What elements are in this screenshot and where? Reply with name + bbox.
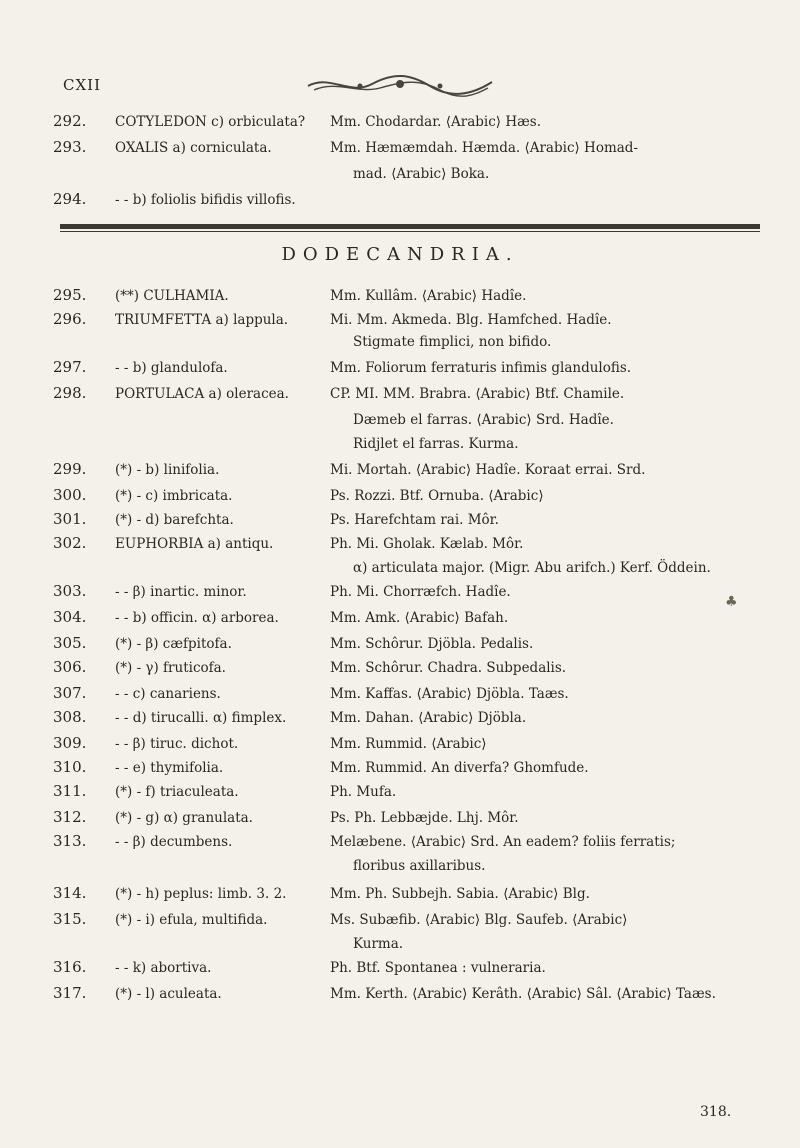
entry-name: - - β) tiruc. dichot. bbox=[115, 736, 239, 752]
section-title: DODECANDRIA. bbox=[281, 244, 519, 265]
catchword: 318. bbox=[700, 1104, 732, 1120]
entry-name: (**) CULHAMIA. bbox=[115, 288, 229, 304]
entry-number: 314. bbox=[53, 884, 87, 902]
entry-name: TRIUMFETTA a) lappula. bbox=[115, 312, 289, 328]
entry-number: 301. bbox=[53, 510, 87, 528]
entry-name: EUPHORBIA a) antiqu. bbox=[115, 536, 274, 552]
entry-number: 292. bbox=[53, 112, 87, 130]
entry-number: 309. bbox=[53, 734, 87, 752]
entry-text: Mi. Mortah. ⟨Arabic⟩ Hadîe. Koraat errai. Srd. bbox=[330, 462, 646, 478]
entry-text: mad. ⟨Arabic⟩ Boka. bbox=[353, 166, 490, 182]
entry-number: 313. bbox=[53, 832, 87, 850]
entry-name: OXALIS a) corniculata. bbox=[115, 140, 272, 156]
entry-number: 299. bbox=[53, 460, 87, 478]
entry-text: Ps. Harefchtam rai. Môr. bbox=[330, 512, 499, 528]
entry-name: (*) - b) linifolia. bbox=[115, 462, 220, 478]
entry-number: 307. bbox=[53, 684, 87, 702]
entry-text: Ps. Rozzi. Btf. Ornuba. ⟨Arabic⟩ bbox=[330, 488, 544, 504]
page-number: CXII bbox=[63, 76, 102, 94]
entry-text: Mm. Rummid. ⟨Arabic⟩ bbox=[330, 736, 487, 752]
entry-name: - - b) foliolis bifidis villofis. bbox=[115, 192, 296, 208]
entry-name: - - c) canariens. bbox=[115, 686, 221, 702]
entry-number: 317. bbox=[53, 984, 87, 1002]
entry-text: Ms. Subæfib. ⟨Arabic⟩ Blg. Saufeb. ⟨Arabic⟩ bbox=[330, 912, 628, 928]
entry-text: Ph. Btf. Spontanea : vulneraria. bbox=[330, 960, 546, 976]
entry-number: 295. bbox=[53, 286, 87, 304]
entry-text: floribus axillaribus. bbox=[353, 858, 486, 874]
entry-name: (*) - f) triaculeata. bbox=[115, 784, 239, 800]
entry-name: - - e) thymifolia. bbox=[115, 760, 224, 776]
entry-number: 300. bbox=[53, 486, 87, 504]
entry-name: (*) - c) imbricata. bbox=[115, 488, 233, 504]
entry-name: (*) - l) aculeata. bbox=[115, 986, 222, 1002]
entry-number: 305. bbox=[53, 634, 87, 652]
entry-text: Mm. Chodardar. ⟨Arabic⟩ Hæs. bbox=[330, 114, 542, 130]
entry-name: (*) - γ) fruticofa. bbox=[115, 660, 226, 676]
section-rule bbox=[60, 231, 760, 232]
entry-number: 304. bbox=[53, 608, 87, 626]
entry-text: Kurma. bbox=[353, 936, 404, 952]
entry-name: - - k) abortiva. bbox=[115, 960, 212, 976]
entry-number: 316. bbox=[53, 958, 87, 976]
ink-mark: ♣ bbox=[725, 594, 738, 610]
entry-text: Mm. Kullâm. ⟨Arabic⟩ Hadîe. bbox=[330, 288, 527, 304]
entry-number: 308. bbox=[53, 708, 87, 726]
entry-text: Ph. Mi. Chorræfch. Hadîe. bbox=[330, 584, 511, 600]
entry-text: Stigmate fimplici, non bifido. bbox=[353, 334, 552, 350]
entry-number: 298. bbox=[53, 384, 87, 402]
entry-number: 302. bbox=[53, 534, 87, 552]
entry-text: Ps. Ph. Lebbæjde. Lhj. Môr. bbox=[330, 810, 519, 826]
entry-text: Mm. Schôrur. Chadra. Subpedalis. bbox=[330, 660, 567, 676]
entry-text: Mm. Rummid. An diverfa? Ghomfude. bbox=[330, 760, 589, 776]
entry-name: PORTULACA a) oleracea. bbox=[115, 386, 289, 402]
entry-number: 310. bbox=[53, 758, 87, 776]
entry-number: 312. bbox=[53, 808, 87, 826]
entry-number: 297. bbox=[53, 358, 87, 376]
entry-text: Mm. Amk. ⟨Arabic⟩ Bafah. bbox=[330, 610, 509, 626]
entry-number: 293. bbox=[53, 138, 87, 156]
entry-text: Mi. Mm. Akmeda. Blg. Hamfched. Hadîe. bbox=[330, 312, 612, 328]
entry-name: - - β) decumbens. bbox=[115, 834, 233, 850]
entry-name: - - b) glandulofa. bbox=[115, 360, 228, 376]
entry-text: Ph. Mi. Gholak. Kælab. Môr. bbox=[330, 536, 524, 552]
entry-number: 303. bbox=[53, 582, 87, 600]
entry-number: 315. bbox=[53, 910, 87, 928]
entry-text: Ph. Mufa. bbox=[330, 784, 397, 800]
entry-number: 311. bbox=[53, 782, 87, 800]
entry-name: (*) - d) barefchta. bbox=[115, 512, 234, 528]
entry-name: (*) - β) cæfpitofa. bbox=[115, 636, 232, 652]
entry-name: - - b) officin. α) arborea. bbox=[115, 610, 279, 626]
entry-text: α) articulata major. (Migr. Abu arifch.) Kerf. Öddein. bbox=[353, 560, 711, 576]
entry-number: 306. bbox=[53, 658, 87, 676]
entry-text: CP. MI. MM. Brabra. ⟨Arabic⟩ Btf. Chamile. bbox=[330, 386, 625, 402]
entry-name: (*) - i) efula, multifida. bbox=[115, 912, 268, 928]
entry-text: Mm. Kaffas. ⟨Arabic⟩ Djöbla. Taæs. bbox=[330, 686, 569, 702]
entry-name: - - d) tirucalli. α) fimplex. bbox=[115, 710, 287, 726]
entry-text: Mm. Schôrur. Djöbla. Pedalis. bbox=[330, 636, 534, 652]
entry-name: - - β) inartic. minor. bbox=[115, 584, 247, 600]
section-rule bbox=[60, 224, 760, 229]
entry-text: Mm. Foliorum ferraturis infimis glandulofis. bbox=[330, 360, 632, 376]
header-ornament-icon bbox=[300, 72, 500, 98]
entry-text: Mm. Hæmæmdah. Hæmda. ⟨Arabic⟩ Homad- bbox=[330, 140, 639, 156]
entry-number: 294. bbox=[53, 190, 87, 208]
entry-text: Melæbene. ⟨Arabic⟩ Srd. An eadem? foliis ferratis; bbox=[330, 834, 676, 850]
entry-text: Ridjlet el farras. Kurma. bbox=[353, 436, 519, 452]
entry-text: Mm. Ph. Subbejh. Sabia. ⟨Arabic⟩ Blg. bbox=[330, 886, 590, 902]
entry-name: (*) - h) peplus: limb. 3. 2. bbox=[115, 886, 287, 902]
entry-name: COTYLEDON c) orbiculata? bbox=[115, 114, 306, 130]
entry-name: (*) - g) α) granulata. bbox=[115, 810, 253, 826]
entry-text: Dæmeb el farras. ⟨Arabic⟩ Srd. Hadîe. bbox=[353, 412, 614, 428]
entry-number: 296. bbox=[53, 310, 87, 328]
entry-text: Mm. Kerth. ⟨Arabic⟩ Kerâth. ⟨Arabic⟩ Sâl. ⟨Arabic⟩ Taæs. bbox=[330, 986, 716, 1002]
entry-text: Mm. Dahan. ⟨Arabic⟩ Djöbla. bbox=[330, 710, 527, 726]
